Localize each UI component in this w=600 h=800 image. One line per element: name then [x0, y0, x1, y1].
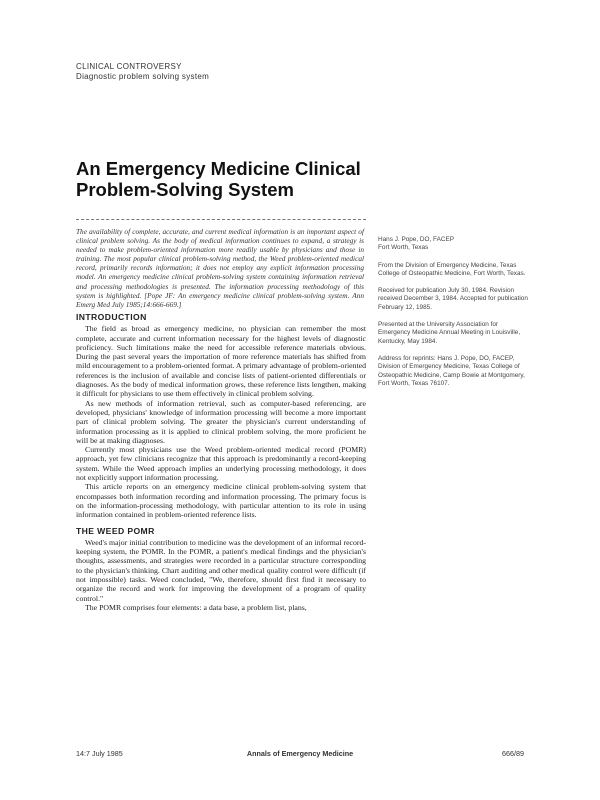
footer-journal: Annals of Emergency Medicine [246, 749, 354, 758]
section-heading-weed-pomr: THE WEED POMR [76, 525, 155, 536]
affiliation-note: From the Division of Emergency Medicine, Texas College of Osteopathic Medicine, Fort Worth, Texas. [378, 261, 526, 277]
reprints-address-note: Address for reprints: Hans J. Pope, DO, FACEP, Division of Emergency Medicine, Texas College of Osteopathic Medicine, Camp Bowie at Montgomery, Fort Worth, Texas 76107. [378, 354, 525, 387]
article-body [76, 313, 366, 612]
footer-page-number: 666/89 [502, 749, 524, 758]
running-header [76, 62, 209, 82]
presentation-note: Presented at the University Association for Emergency Medicine Annual Meeting in Louisville, Kentucky, May 1984. [378, 321, 521, 345]
body-paragraph: This article reports on an emergency medicine clinical problem-solving system that encompasses both information recording and information processing. The primary focus is on the information-processing methodology, with particular attention to its role in using information contained in problem-oriented reference lists. [76, 482, 366, 520]
body-paragraph: As new methods of information retrieval, such as computer-based referencing, are developed, physicians' knowledge of information processing will become a more important part of clinical problem solving. The greater the physician's current understanding of information processing as it is applied to clinical problem solving, the more proficient he will be at making diagnoses. [76, 398, 366, 445]
article-title: An Emergency Medicine Clinical Problem-Solving System [76, 158, 361, 200]
author-sidebar [378, 236, 528, 397]
section-subtitle: Diagnostic problem solving system [76, 72, 210, 81]
section-label: CLINICAL CONTROVERSY [76, 62, 182, 71]
body-paragraph: Weed's major initial contribution to medicine was the development of an informal record-keeping system, the POMR. In the POMR, a patient's medical findings and the physician's thoughts, assessments, and strategies were recorded in a particular structure corresponding to the physician's thinking. Chart auditing and other medical quality control were difficult (if not impossible) tasks. Weed concluded, "We, therefore, should first find it necessary to organize the record and work for improving the development of a program of quality control." [76, 537, 366, 603]
body-paragraph: The field as broad as emergency medicine, no physician can remember the most complete, accurate and current information necessary for the highest levels of diagnostic proficiency. Such limitations make the need for accessible reference materials obvious. During the past several years the importation of more reference materials has shifted from mild encouragement to a problem-oriented format. A primary advantage of problem-oriented references is the inclusion of available and concise lists of patient-oriented differentials or diagnoses. As the body of medical information grows, these reference lists lengthen, making it difficult for physicians to use them effectively in clinical problem solving. [76, 324, 366, 399]
footer-issue: 14:7 July 1985 [76, 749, 123, 758]
title-divider [76, 219, 366, 220]
section-heading-introduction: INTRODUCTION [76, 312, 147, 322]
author-byline: Hans J. Pope, DO, FACEP Fort Worth, Texas [378, 236, 455, 252]
body-paragraph: Currently most physicians use the Weed problem-oriented medical record (POMR) approach, yet few clinicians recognize that this approach is predominantly a record-keeping system. While the Weed approach implies an underlying processing methodology, it does not explicitly support information processing. [76, 445, 366, 483]
body-paragraph: The POMR comprises four elements: a data base, a problem list, plans, [85, 602, 307, 612]
abstract: The availability of complete, accurate, and current medical information is an important aspect of clinical problem solving. As the body of medical information continues to expand, a strategy is needed to make problem-oriented information more readily usable by physicians and those in training. The most popular clinical problem-solving method, the Weed problem-oriented medical record, primarily records information; it does not employ any explicit information processing model. An emergency medicine clinical problem-solving system containing information retrieval and processing methodologies is presented. The information processing methodology of this system is highlighted. [Pope JF: An emergency medicine clinical problem-solving system. Ann Emerg Med July 1985;14:666-669.] [76, 227, 364, 309]
publication-dates-note: Received for publication July 30, 1984. Revision received December 3, 1984. Accepted for publication February 12, 1985. [378, 287, 528, 311]
